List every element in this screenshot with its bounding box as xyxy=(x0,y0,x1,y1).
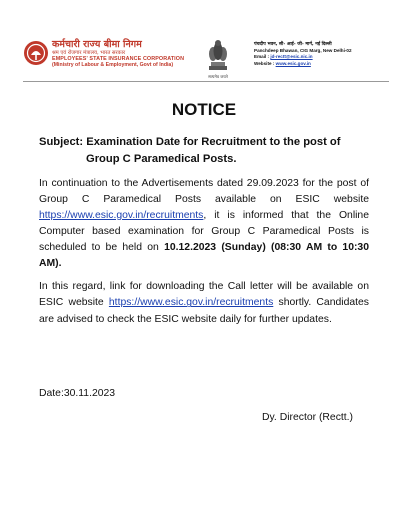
subject xyxy=(39,134,369,168)
address-english: Panchdeep Bhawan, CIG Marg, New Delhi-02 xyxy=(254,48,352,54)
paragraph-2 xyxy=(39,279,369,327)
email-link[interactable]: jd-rectt@esic.nic.in xyxy=(270,54,313,60)
organization-block xyxy=(52,40,184,69)
email-label: Email : xyxy=(254,54,270,60)
call-letter-link[interactable]: https://www.esic.gov.in/recruitments xyxy=(108,297,274,309)
ministry-hindi: श्रम एवं रोजगार मंत्रालय, भारत सरकार xyxy=(52,49,126,56)
paragraph-1 xyxy=(39,176,369,273)
website-label: Website : xyxy=(254,60,275,66)
subject-line2: Group C Paramedical Posts. xyxy=(86,152,237,165)
website-line xyxy=(254,61,352,67)
p1-text-a: In continuation to the Advertisements dated 29.09.2023 for the post of Group C Paramedical Posts available on ESIC website xyxy=(39,177,369,205)
p1-text-b: , it is informed that the Online Computer based examination for Group C Paramedical Posts is scheduled to be held on xyxy=(39,209,369,254)
exam-date: 10.12.2023 (Sunday) (08:30 AM to 10:30 AM). xyxy=(39,242,369,270)
subject-line1: Examination Date for Recruitment to the post of xyxy=(86,136,341,148)
esic-logo-icon xyxy=(23,40,49,66)
header-divider xyxy=(23,81,389,82)
p2-text-a: In this regard, link for downloading the Call letter will be available on ESIC website xyxy=(39,281,369,309)
notice-title: NOTICE xyxy=(171,100,237,119)
recruitments-link[interactable]: https://www.esic.gov.in/recruitments xyxy=(39,209,204,221)
notice-body xyxy=(39,100,369,335)
national-emblem xyxy=(203,36,233,80)
org-name-english: EMPLOYEES' STATE INSURANCE CORPORATION xyxy=(52,56,185,63)
ministry-english: (Ministry of Labour & Employment, Govt of India) xyxy=(52,62,174,69)
subject-label: Subject: xyxy=(39,136,84,148)
p2-text-b: shortly. Candidates are advised to check the ESIC website daily for further updates. xyxy=(39,297,369,325)
national-emblem-icon xyxy=(203,36,233,72)
signatory: Dy. Director (Rectt.) xyxy=(262,412,354,423)
website-link[interactable]: www.esic.gov.in xyxy=(275,60,311,66)
letterhead xyxy=(23,36,389,82)
address-hindi: पंचदीप भवन, सी- आई- जी- मार्ग, नई दिल्ली xyxy=(254,42,332,47)
emblem-caption: सत्यमेव जयते xyxy=(208,74,228,79)
notice-date: Date:30.11.2023 xyxy=(39,388,116,399)
address-block xyxy=(254,42,352,67)
org-name-hindi: कर्मचारी राज्य बीमा निगम xyxy=(52,39,142,50)
